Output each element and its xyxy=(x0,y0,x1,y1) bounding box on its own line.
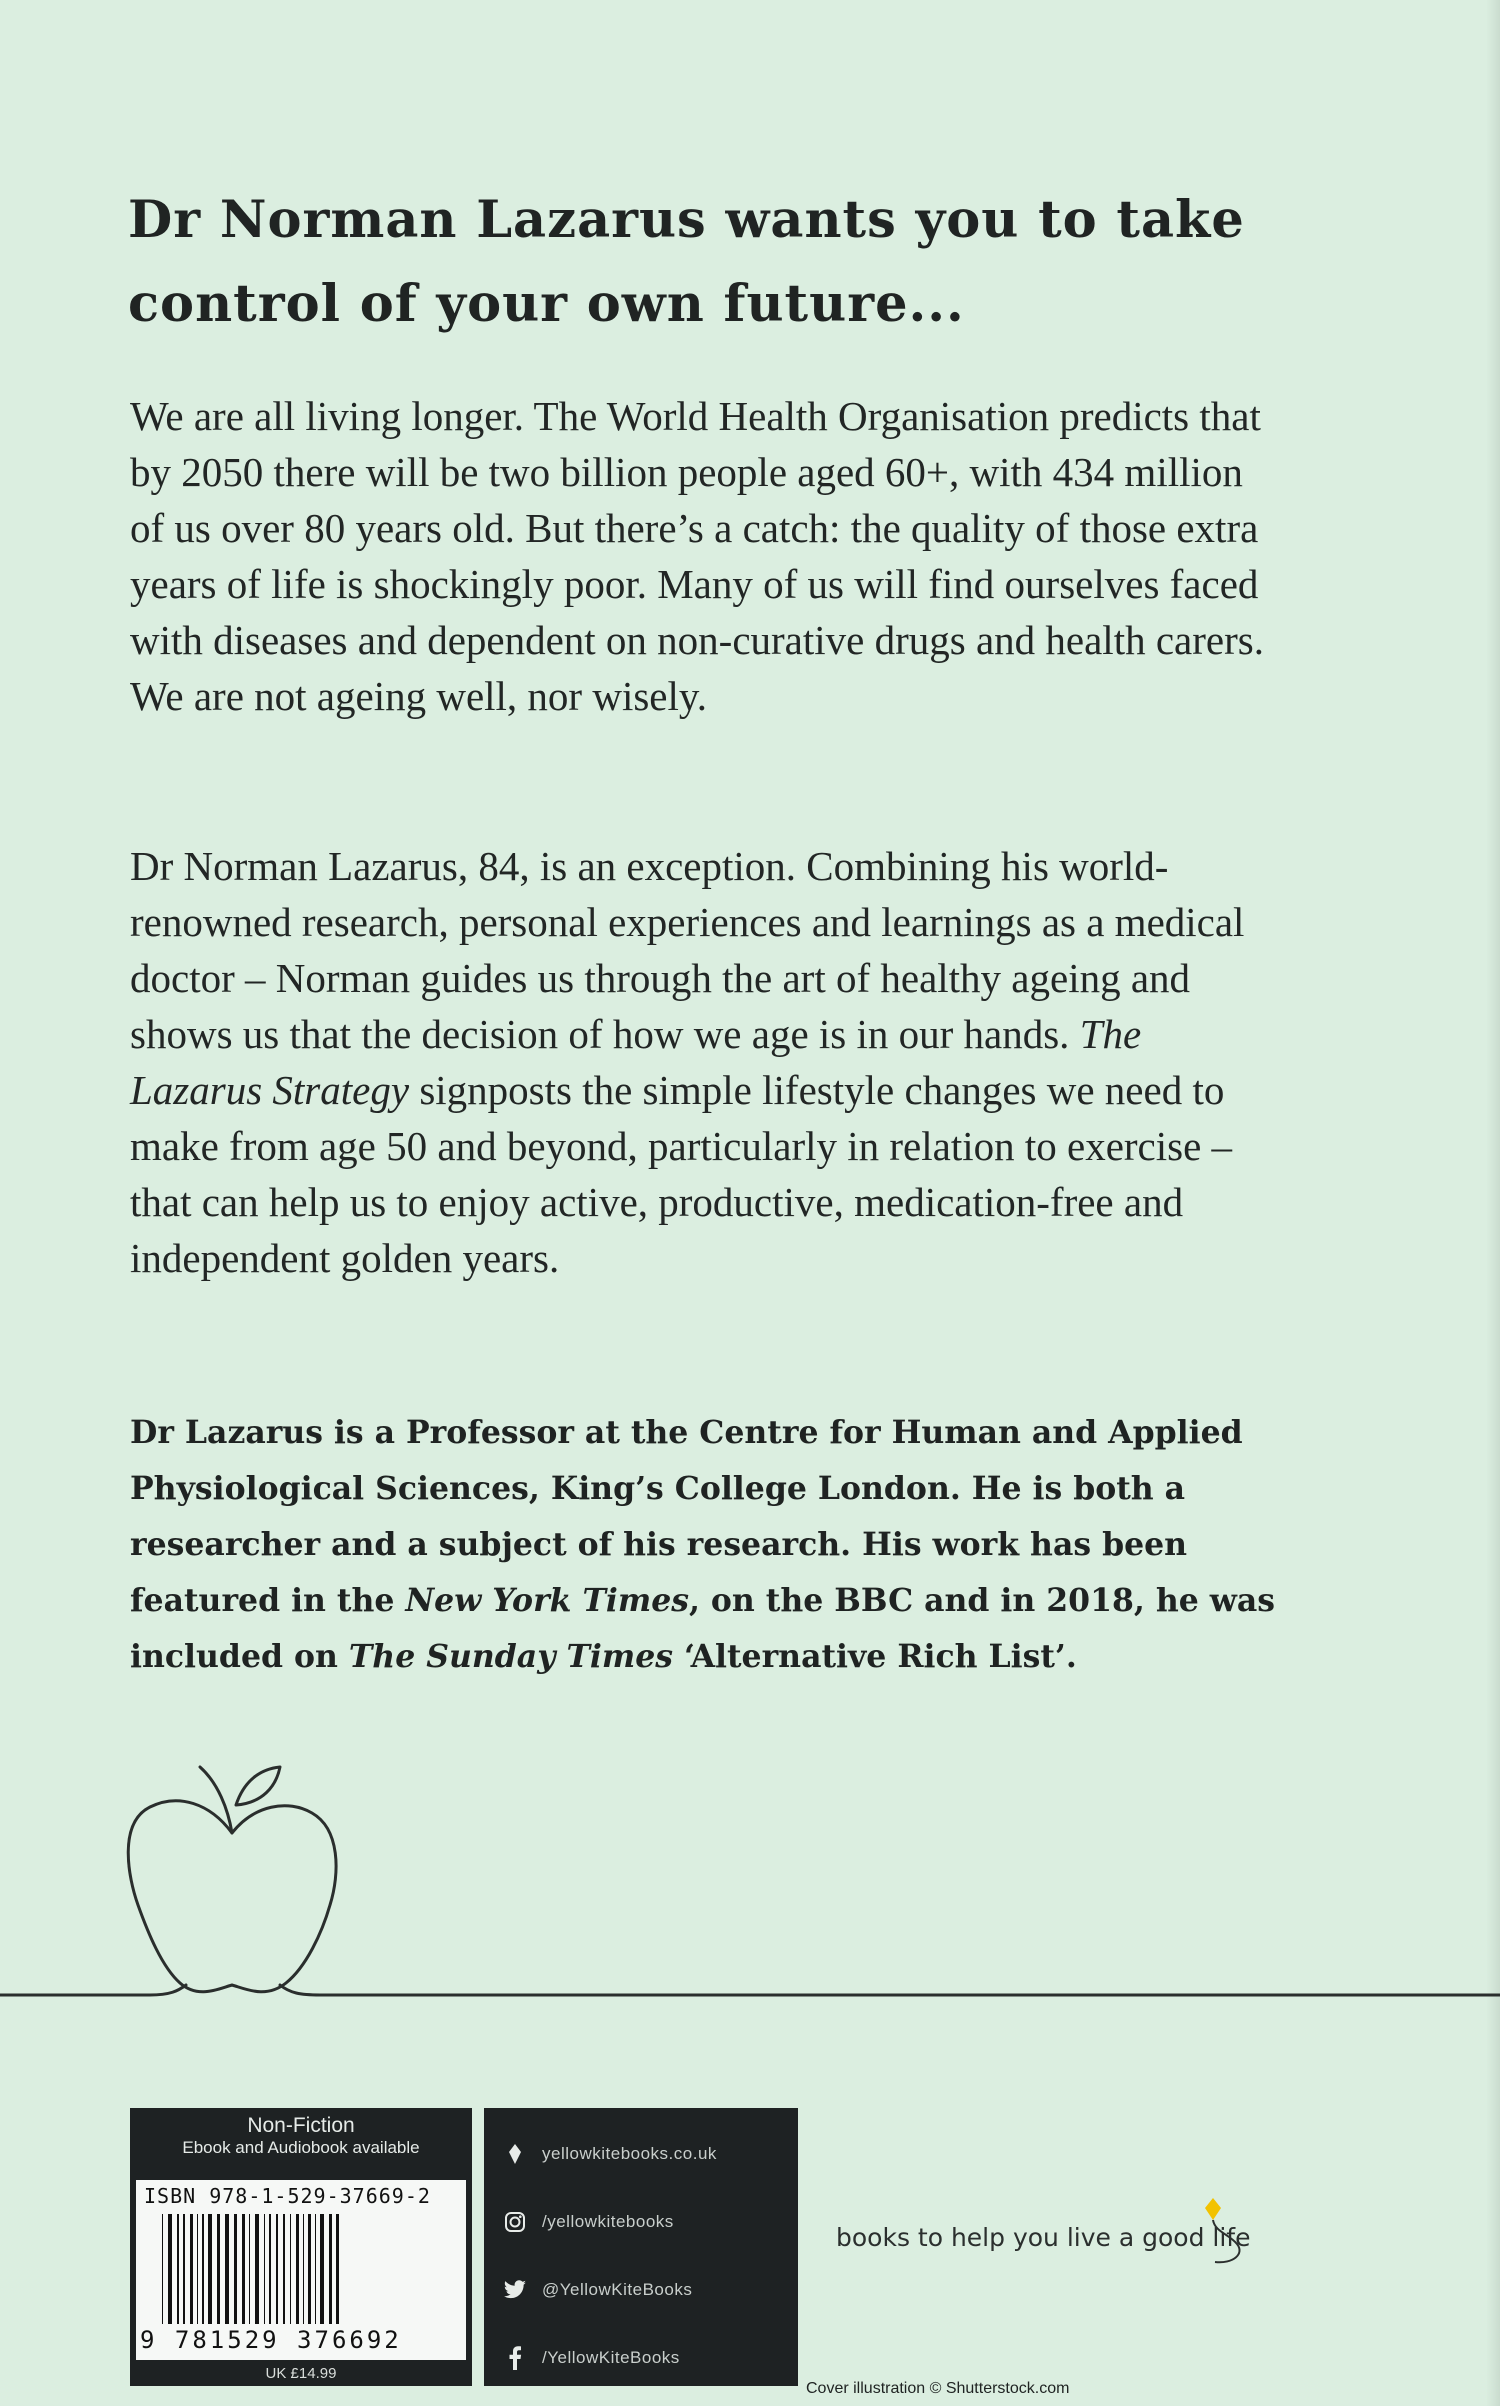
barcode-bar xyxy=(249,2214,250,2324)
kite-logo xyxy=(1125,2198,1255,2268)
instagram-icon xyxy=(502,2209,528,2235)
facebook-icon xyxy=(502,2345,528,2371)
barcode-bar xyxy=(190,2214,193,2324)
bio-text-2: , on the BBC and in 2018, he was included on xyxy=(130,1582,1276,1675)
publication-italic: New York Times xyxy=(405,1582,689,1619)
barcode-bar xyxy=(177,2214,179,2324)
barcode-bar xyxy=(162,2214,163,2324)
apple-line-illustration xyxy=(0,1745,1500,2045)
barcode-bar xyxy=(320,2214,324,2324)
twitter-link[interactable] xyxy=(502,2270,692,2310)
twitter-text: @YellowKiteBooks xyxy=(542,2280,693,2299)
barcode-bar xyxy=(303,2214,304,2324)
facebook-link[interactable] xyxy=(502,2338,680,2378)
barcode-bar xyxy=(276,2214,278,2324)
page-edge-shadow xyxy=(1486,0,1500,2406)
barcode-bar xyxy=(217,2214,220,2324)
headline: Dr Norman Lazarus wants you to take control of your own future... xyxy=(128,190,1245,334)
genre-label: Non-Fiction xyxy=(247,2114,355,2137)
barcode-bar xyxy=(336,2214,339,2324)
barcode-bars xyxy=(158,2214,448,2324)
facebook-text: /YellowKiteBooks xyxy=(542,2348,680,2367)
price-label: UK £14.99 xyxy=(265,2365,337,2382)
barcode-bar xyxy=(255,2214,259,2324)
availability-label: Ebook and Audiobook available xyxy=(182,2138,420,2157)
barcode-bar xyxy=(329,2214,332,2324)
barcode-header xyxy=(130,2108,472,2158)
barcode-area xyxy=(136,2180,466,2360)
publisher-tagline: books to help you live a good life xyxy=(836,2223,1251,2252)
cover-credit: Cover illustration © Shutterstock.com xyxy=(806,2380,1070,2397)
barcode-bar xyxy=(208,2214,212,2324)
blurb-text-continued: signposts the simple lifestyle changes we need to make from age 50 and beyond, particularly in relation to exercise – that can help us to enjoy active, productive, medication-free and independent golden years. xyxy=(130,1067,1233,1281)
instagram-text: /yellowkitebooks xyxy=(542,2212,674,2231)
barcode-bar xyxy=(283,2214,285,2324)
website-text: yellowkitebooks.co.uk xyxy=(542,2144,717,2163)
barcode-bar xyxy=(315,2214,316,2324)
isbn-text: ISBN 978-1-529-37669-2 xyxy=(144,2184,431,2208)
barcode-bar xyxy=(242,2214,245,2324)
barcode-digits: 9 781529 376692 xyxy=(140,2326,402,2354)
instagram-link[interactable] xyxy=(502,2202,674,2242)
barcode-bar xyxy=(234,2214,237,2324)
social-links-panel xyxy=(484,2108,798,2386)
blurb-text: Dr Norman Lazarus, 84, is an exception. Combining his world-renowned research, personal experiences and learnings as a medical doctor – Norman guides us through the art of healthy ageing and shows us that the decision of how we age is in our hands. xyxy=(130,843,1245,1057)
barcode-bar xyxy=(308,2214,311,2324)
bio-text: Dr Lazarus is a Professor at the Centre for Human and Applied Physiological Sciences, King’s College London. He is both a researcher and a subject of his research. His work has been featured in the xyxy=(130,1414,1243,1619)
barcode-bar xyxy=(290,2214,291,2324)
blurb-paragraph-1: We are all living longer. The World Health Organisation predicts that by 2050 there will be two billion people aged 60+, with 434 million of us over 80 years old. But there’s a catch: the quality of those extra years of life is shockingly poor. Many of us will find ourselves faced with diseases and dependent on non-curative drugs and health carers. We are not ageing well, nor wisely. xyxy=(130,393,1264,719)
book-title-italic: The Lazarus Strategy xyxy=(130,1011,1142,1113)
website-link[interactable] xyxy=(502,2134,717,2174)
bio-text-3: ‘Alternative Rich List’. xyxy=(672,1638,1077,1675)
barcode-bar xyxy=(296,2214,299,2324)
barcode-bar xyxy=(202,2214,204,2324)
publication-italic-2: The Sunday Times xyxy=(348,1638,673,1675)
barcode-bar xyxy=(264,2214,265,2324)
barcode-bar xyxy=(269,2214,271,2324)
twitter-icon xyxy=(502,2277,528,2303)
barcode-bar xyxy=(168,2214,172,2324)
barcode-panel xyxy=(130,2108,472,2386)
blurb-paragraph-2 xyxy=(130,838,1280,1286)
barcode-bar xyxy=(183,2214,185,2324)
barcode-bar xyxy=(197,2214,198,2324)
barcode-bar xyxy=(225,2214,229,2324)
kite-icon xyxy=(502,2141,528,2167)
author-bio xyxy=(130,1405,1280,1685)
